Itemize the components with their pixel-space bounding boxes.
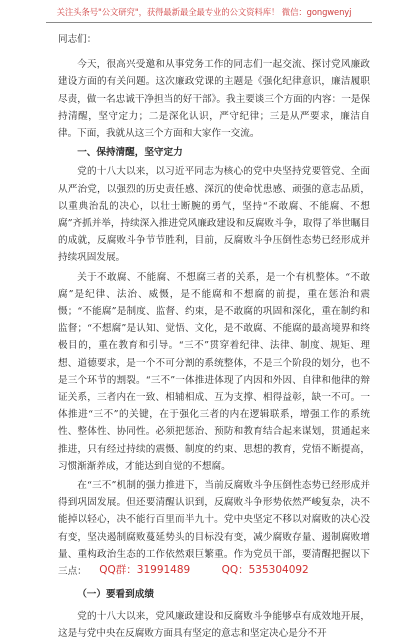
qq-group-label: QQ群：31991489 [99, 564, 191, 576]
paragraph: 在“三不”机制的强力推进下，当前反腐败斗争压倒性态势已经形成并得到巩固发展。但还要清醒认识到，反腐败斗争形势依然严峻复杂，决不能掉以轻心，决不能行百里而半九十。党中央坚定不移以对腐败的决心没有变，坚决遏制腐败蔓延势头的目标没有变，减少腐败存量、遏制腐败增量、重构政治生态的工作依然艰巨繁重。作为党员干部，要清醒把握以下三点： [58, 480, 370, 578]
paragraph: 党的十八大以来，以习近平同志为核心的党中央坚持党要管党、全面从严治党，以强烈的历史责任感、深沉的使命忧患感、顽强的意志品质，以重典治乱的决心，以壮士断腕的勇气，坚持“不敢腐、不能腐、不想腐”齐抓并举，持续深入推进党风廉政建设和反腐败斗争，取得了举世瞩目的成就，反腐败斗争节节胜利，目前，反腐败斗争压倒性态势已经形成并持续巩固发展。 [58, 166, 370, 264]
document-body [58, 31, 370, 642]
paragraph: 关于不敢腐、不能腐、不想腐三者的关系，是一个有机整体。“不敢腐”是纪律、法治、威慑，是不能腐和不想腐的前提，重在惩治和震慑；“不能腐”是制度、监督、约束，是不敢腐的巩固和深化，重在制约和监督；“不想腐”是认知、觉悟、文化，是不敢腐、不能腐的最高境界和终极目的，重在教育和引导。“三不”贯穿着纪律、法律、制度、规矩、理想、道德要求，是一个不可分割的系统整体，不是三个阶段的划分，也不是三个环节的割裂。“三不”一体推进体现了内因和外因、自律和他律的辩证关系，三者内在一致、相辅相成、互为支撑、相得益彰，缺一不可。一体推进“三不”的关键，在于强化三者的内在逻辑联系，增强工作的系统性、整体性、协同性。必须把惩治、预防和教育结合起来谋划，贯通起来推进，只有经过持续的震慑、制度的约束、思想的教育，党悟不断提高，习惯渐渐养成，才能达到自觉的不想腐。 [58, 271, 370, 472]
salutation: 同志们： [58, 34, 97, 45]
subsection-heading: （一）要看到成绩 [77, 589, 154, 601]
page-header: 关注头条号"公文研究"，获得最新最全最专业的公文资料库！ 微信：gongwenyj [56, 7, 352, 17]
header-divider [46, 22, 372, 23]
paragraph: 党的十八大以来，党风廉政建设和反腐败斗争能够卓有成效地开展，这是与党中央在反腐败方面具有坚定的意志和坚定决心是分不开 [58, 610, 370, 639]
page-footer [0, 562, 408, 577]
paragraph-intro: 今天，很高兴受邀和从事党务工作的同志们一起交流、探讨党风廉政建设方面的有关问题。这次廉政党课的主题是《强化纪律意识，廉洁履职尽责，做一名忠诚干净担当的好干部》。我主要谈三个方面的内容：一是保持清醒，坚守定力；二是深化认识，严守纪律；三是从严要求，廉洁自律。下面，我就从这三个方面和大家作一交流。 [58, 59, 370, 140]
section-heading: 一、保持清醒，坚守定力 [77, 147, 183, 159]
qq-label: QQ：535304092 [221, 564, 309, 576]
